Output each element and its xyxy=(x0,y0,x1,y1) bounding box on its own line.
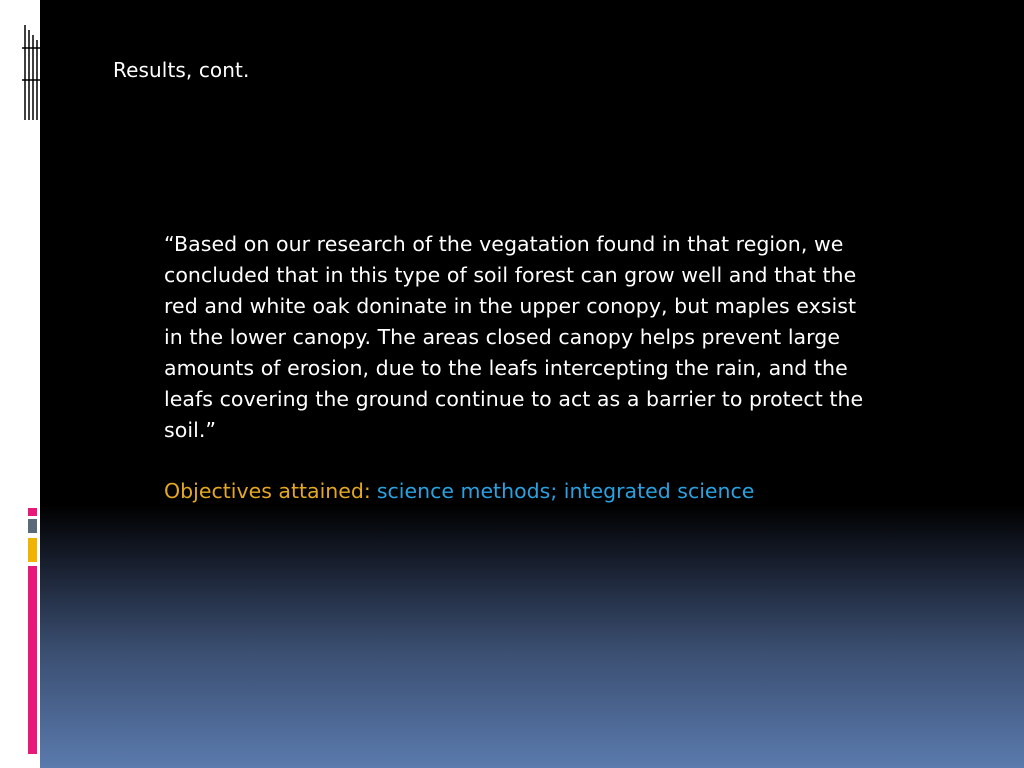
slide-title: Results, cont. xyxy=(113,58,250,82)
objectives-line xyxy=(164,476,754,507)
window-pattern-logo-icon xyxy=(0,0,40,120)
objectives-label: Objectives attained: xyxy=(164,479,371,503)
accent-bar-pink-long xyxy=(28,566,37,754)
objectives-value: science methods; integrated science xyxy=(376,479,755,503)
accent-bar-gray xyxy=(28,519,37,533)
accent-bar-pink-top xyxy=(28,508,37,516)
quote-paragraph: “Based on our research of the vegatation found in that region, we concluded that in this type of soil forest can grow well and that the red and white oak doninate in the upper conopy, but maples exsist in the lower canopy. The areas closed canopy helps prevent large amounts of erosion, due to the leafs intercepting the rain, and the leafs covering the ground continue to act as a barrier to protect the soil.” xyxy=(164,232,864,442)
accent-bar-yellow xyxy=(28,538,37,562)
